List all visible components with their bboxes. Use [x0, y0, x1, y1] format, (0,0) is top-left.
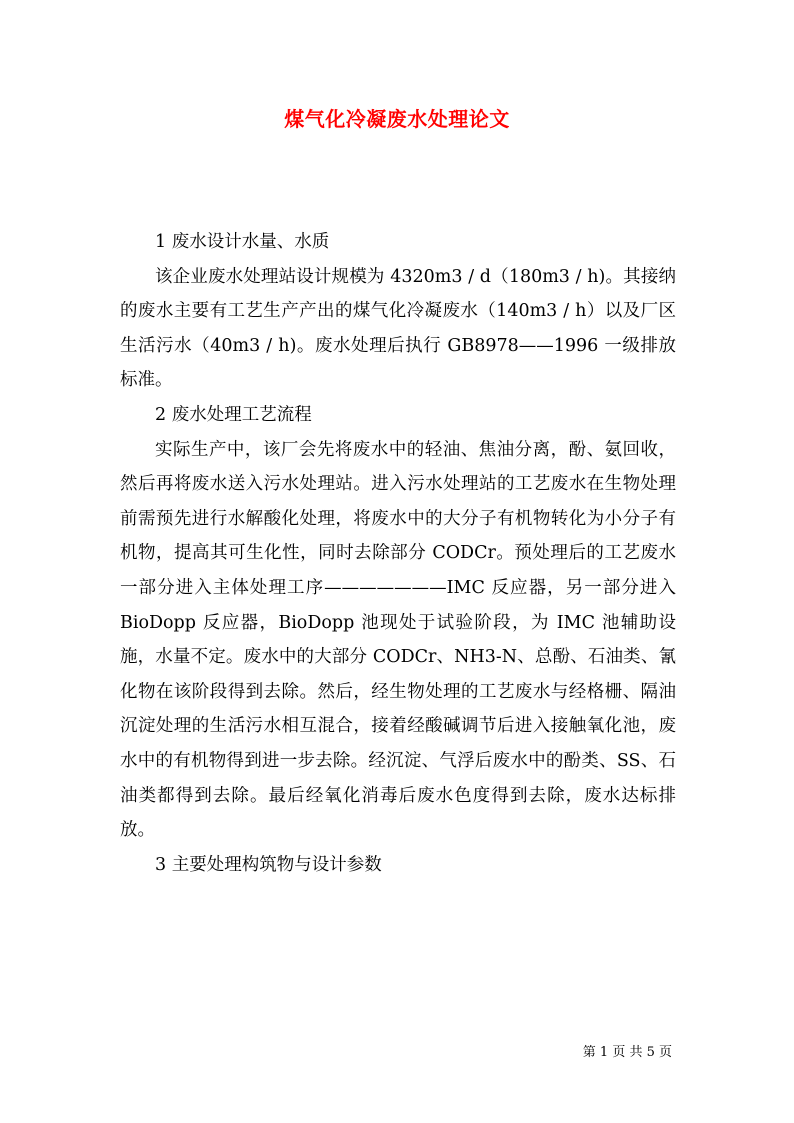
- paragraph-process-flow: 实际生产中，该厂会先将废水中的轻油、焦油分离，酚、氨回收，然后再将废水送入污水处理站。进入污水处理站的工艺废水在生物处理前需预先进行水解酸化处理，将废水中的大分子有机物转化为小分子有机物，提高其可生化性，同时去除部分 CODCr。预处理后的工艺废水一部分进入主体处理工序———————IMC 反应器，另一部分进入 BioDopp 反应器，BioDopp 池现处于试验阶段，为 IMC 池辅助设施，水量不定。废水中的大部分 CODCr、NH3-N、总酚、石油类、氰化物在该阶段得到去除。然后，经生物处理的工艺废水与经格栅、隔油沉淀处理的生活污水相互混合，接着经酸碱调节后进入接触氧化池，废水中的有机物得到进一步去除。经沉淀、气浮后废水中的酚类、SS、石油类都得到去除。最后经氧化消毒后废水色度得到去除，废水达标排放。: [120, 439, 676, 841]
- page-number-footer: 第 1 页 共 5 页: [582, 1045, 672, 1060]
- paragraph-water-quality: 该企业废水处理站设计规模为 4320m3 / d（180m3 / h)。其接纳的废水主要有工艺生产产出的煤气化冷凝废水（140m3 / h）以及厂区生活污水（40m3 / h)。废水处理后执行 GB8978——1996 一级排放标准。: [120, 266, 676, 391]
- section-heading-1: 1 废水设计水量、水质: [155, 232, 330, 252]
- document-body: [120, 225, 676, 882]
- section-heading-2: 2 废水处理工艺流程: [155, 404, 312, 425]
- document-title: 煤气化冷凝废水处理论文: [284, 107, 510, 131]
- section-heading-3: 3 主要处理构筑物与设计参数: [155, 854, 382, 875]
